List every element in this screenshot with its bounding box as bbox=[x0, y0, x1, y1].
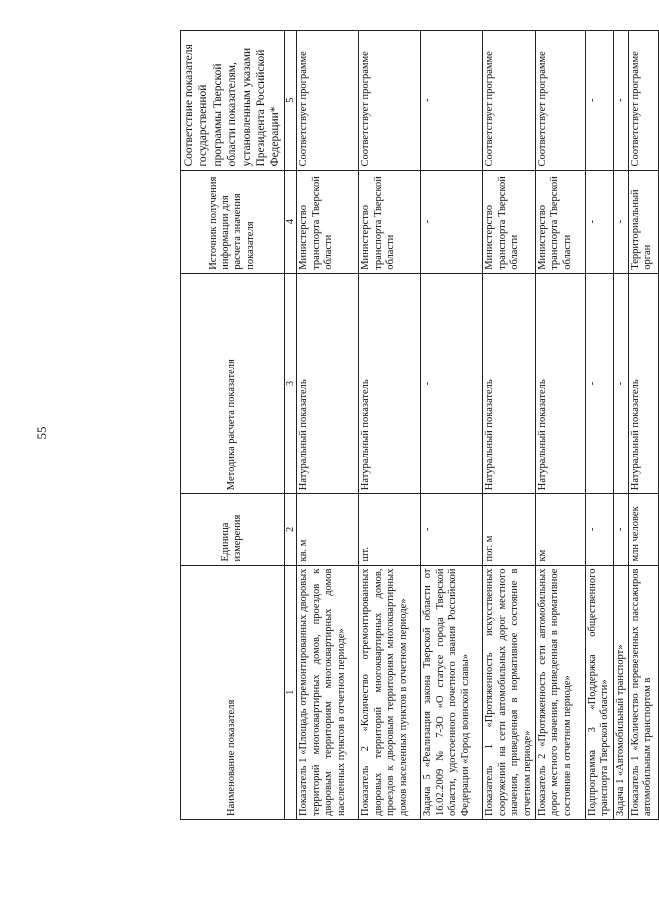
indicator-unit: - bbox=[421, 494, 483, 565]
indicator-compliance: - bbox=[421, 31, 483, 171]
indicator-method: - bbox=[585, 273, 613, 493]
indicator-method: Натуральный показатель bbox=[359, 273, 421, 493]
indicator-name: Показатель 2 «Количество отремонтированных дворовых территорий многоквартирных домов, проездов к дворовым территориям многоквартирных домов населенных пунктов в отчетном периоде» bbox=[359, 565, 421, 819]
indicator-method: Натуральный показатель bbox=[483, 273, 536, 493]
indicator-compliance: - bbox=[585, 31, 613, 171]
indicator-name: Показатель 1 «Площадь отремонтированных дворовых территорий многоквартирных домов, проездов к дворовым территориям многоквартирных домов населенных пунктов в отчетном периоде» bbox=[297, 565, 359, 819]
indicator-method: Натуральный показатель bbox=[297, 273, 359, 493]
indicator-source: - bbox=[613, 170, 628, 273]
indicator-unit: - bbox=[613, 494, 628, 565]
indicator-unit: пог. м bbox=[483, 494, 536, 565]
indicator-unit: млн человек bbox=[629, 494, 659, 565]
header-indicator-name: Наименование показателя bbox=[181, 565, 285, 819]
indicator-compliance: Соответствует программе bbox=[297, 31, 359, 171]
indicator-name: Показатель 1 «Протяженность искусственных сооружений на сети автомобильных дорог местного значения, приведенная в нормативное состояние в отчетном периоде» bbox=[483, 565, 536, 819]
indicator-compliance: Соответствует программе bbox=[483, 31, 536, 171]
indicator-method: - bbox=[613, 273, 628, 493]
column-number: 5 bbox=[284, 31, 297, 171]
header-source: Источник получения информации для расчета значения показателя bbox=[181, 170, 285, 273]
indicator-unit: шт. bbox=[359, 494, 421, 565]
subprogram-name: Подпрограмма 3 «Поддержка общественного транспорта Тверской области» bbox=[585, 565, 613, 819]
column-number-row bbox=[284, 31, 297, 820]
indicator-method: Натуральный показатель bbox=[535, 273, 585, 493]
table-row bbox=[359, 31, 421, 820]
indicator-name: Показатель 2 «Протяженность сети автомобильных дорог местного значения, приведенная в нормативное состояние в отчетном периоде» bbox=[535, 565, 585, 819]
table-row bbox=[585, 31, 613, 820]
indicator-method: Натуральный показатель bbox=[629, 273, 659, 493]
indicator-compliance: Соответствует программе bbox=[535, 31, 585, 171]
table-row bbox=[483, 31, 536, 820]
indicator-compliance: Соответствует программе bbox=[629, 31, 659, 171]
indicator-source: - bbox=[421, 170, 483, 273]
rotated-page bbox=[180, 30, 654, 820]
table-row bbox=[297, 31, 359, 820]
column-number: 2 bbox=[284, 494, 297, 565]
table-row bbox=[613, 31, 628, 820]
landscape-canvas bbox=[180, 30, 654, 820]
indicator-source: Территориальный орган bbox=[629, 170, 659, 273]
page-number: 55 bbox=[34, 426, 49, 440]
indicator-compliance: - bbox=[613, 31, 628, 171]
column-number: 4 bbox=[284, 170, 297, 273]
header-compliance: Соответствие показателя государственной программы Тверской области показателям, установленным указами Президента Российской Федерации* bbox=[181, 31, 285, 171]
table-row bbox=[421, 31, 483, 820]
header-unit: Единица измерения bbox=[181, 494, 285, 565]
indicator-unit: - bbox=[585, 494, 613, 565]
indicator-source: Министерство транспорта Тверской области bbox=[483, 170, 536, 273]
column-number: 3 bbox=[284, 273, 297, 493]
indicator-source: Министерство транспорта Тверской области bbox=[359, 170, 421, 273]
table-row bbox=[535, 31, 585, 820]
indicators-table bbox=[180, 30, 659, 820]
task-name: Задача 1 «Автомобильный транспорт» bbox=[613, 565, 628, 819]
column-number: 1 bbox=[284, 565, 297, 819]
table-row bbox=[629, 31, 659, 820]
header-method: Методика расчета показателя bbox=[181, 273, 285, 493]
indicator-source: Министерство транспорта Тверской области bbox=[535, 170, 585, 273]
indicator-unit: кв. м bbox=[297, 494, 359, 565]
indicator-source: Министерство транспорта Тверской области bbox=[297, 170, 359, 273]
indicator-compliance: Соответствует программе bbox=[359, 31, 421, 171]
indicator-method: - bbox=[421, 273, 483, 493]
indicator-name: Показатель 1 «Количество перевезенных пассажиров автомобильным транспортом в bbox=[629, 565, 659, 819]
table-header-row bbox=[181, 31, 285, 820]
task-name: Задача 5 «Реализация закона Тверской области от 16.02.2009 № 7-ЗО «О статусе города Тверской области, удостоенного почетного звания Российской Федерации «Город воинской славы» bbox=[421, 565, 483, 819]
indicator-source: - bbox=[585, 170, 613, 273]
indicator-unit: км bbox=[535, 494, 585, 565]
